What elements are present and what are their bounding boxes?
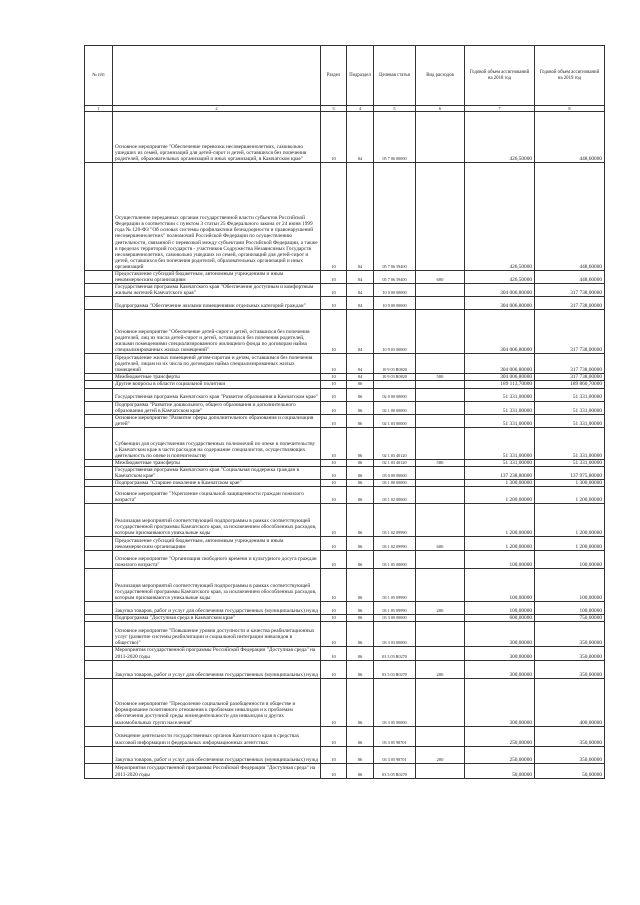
row-number	[85, 551, 113, 569]
row-podrazdel: 04	[347, 284, 374, 297]
row-expense-type	[416, 427, 465, 459]
row-target-article: 10 0 00 00000	[374, 284, 416, 297]
row-number	[85, 354, 113, 374]
header-podrazdel: Подраздел	[347, 46, 374, 106]
row-podrazdel: 04	[347, 374, 374, 381]
row-razdel: 10	[321, 271, 347, 284]
table-row	[85, 746, 605, 763]
row-podrazdel: 04	[347, 297, 374, 310]
row-razdel: 10	[321, 569, 347, 602]
row-razdel: 10	[321, 427, 347, 459]
row-number	[85, 615, 113, 622]
table-body	[85, 112, 605, 779]
row-razdel: 10	[321, 551, 347, 569]
row-amount-2018: 300,00000	[465, 678, 535, 726]
row-amount-2019: 51 331,00000	[535, 427, 605, 459]
row-expense-type: 500	[416, 374, 465, 381]
row-number	[85, 374, 113, 381]
row-name: Другие вопросы в области социальной политики	[113, 381, 321, 388]
row-target-article: 03 3 05 98701	[374, 746, 416, 763]
row-expense-type	[416, 569, 465, 602]
row-amount-2018: 51 331,00000	[465, 459, 535, 466]
row-expense-type	[416, 480, 465, 487]
row-target-article: 03 1 05 09990	[374, 602, 416, 615]
row-amount-2019: 317 738,00000	[535, 297, 605, 310]
row-amount-2019: 350,00000	[535, 647, 605, 660]
row-amount-2018: 1 200,00000	[465, 537, 535, 551]
row-number	[85, 271, 113, 284]
table-row	[85, 381, 605, 388]
row-podrazdel: 06	[347, 388, 374, 401]
header-2018: Годовой объем ассигнований на 2018 год	[465, 46, 535, 106]
row-amount-2018: 51 331,00000	[465, 401, 535, 414]
col-number: 2	[113, 106, 321, 112]
row-amount-2018: 51 331,00000	[465, 388, 535, 401]
table-row	[85, 647, 605, 660]
row-amount-2019: 317 738,00000	[535, 374, 605, 381]
row-amount-2018: 304 006,80000	[465, 354, 535, 374]
row-amount-2018: 426,50000	[465, 163, 535, 271]
row-podrazdel: 06	[347, 401, 374, 414]
row-razdel: 10	[321, 537, 347, 551]
row-razdel: 10	[321, 112, 347, 163]
row-amount-2019: 50,00000	[535, 763, 605, 778]
row-expense-type	[416, 354, 465, 374]
row-target-article: 03 0 00 00000	[374, 467, 416, 480]
row-number	[85, 726, 113, 746]
row-name: Межбюджетные трансферты	[113, 374, 321, 381]
row-expense-type: 200	[416, 746, 465, 763]
row-name: Закупка товаров, работ и услуг для обеспечения государственных (муниципальных) нужд	[113, 660, 321, 678]
row-expense-type	[416, 487, 465, 504]
row-number	[85, 381, 113, 388]
row-target-article: 02 1 03 40120	[374, 427, 416, 459]
row-target-article: 03 3 03 00000	[374, 622, 416, 647]
row-expense-type	[416, 112, 465, 163]
table-row	[85, 401, 605, 414]
row-razdel: 10	[321, 726, 347, 746]
row-podrazdel: 04	[347, 310, 374, 354]
row-razdel: 10	[321, 388, 347, 401]
row-number	[85, 163, 113, 271]
row-target-article: 02 0 00 00000	[374, 388, 416, 401]
row-razdel: 10	[321, 647, 347, 660]
row-number	[85, 569, 113, 602]
table-row	[85, 678, 605, 726]
row-razdel: 10	[321, 622, 347, 647]
row-podrazdel: 06	[347, 647, 374, 660]
row-name: Основное мероприятие "Обеспечение детей-сирот и детей, оставшихся без попечения родителей, лиц из числа детей-сирот и детей, оставшихся без попечения родителей, жилыми помещениями специализированного жилищного фонда по договорам найма специализированных жилых помещений"	[113, 310, 321, 354]
header-expense-type: Вид расходов	[416, 46, 465, 106]
row-target-article: 02 1 00 00000	[374, 401, 416, 414]
row-expense-type	[416, 551, 465, 569]
row-podrazdel: 06	[347, 504, 374, 537]
row-razdel: 10	[321, 763, 347, 778]
header-n: № п/п	[85, 46, 113, 106]
row-razdel: 10	[321, 487, 347, 504]
row-podrazdel: 06	[347, 537, 374, 551]
row-target-article: 10 9 03 R0820	[374, 354, 416, 374]
row-expense-type: 200	[416, 602, 465, 615]
row-name: Мероприятия государственной программы Российской Федерации "Доступная среда" на 2011-2020 годы	[113, 763, 321, 778]
row-number	[85, 678, 113, 726]
row-name: Подпрограмма "Развитие дошкольного, общего образования и дополнительного образования детей в Камчатском крае"	[113, 401, 321, 414]
row-podrazdel: 06	[347, 480, 374, 487]
row-number	[85, 480, 113, 487]
row-amount-2018: 250,00000	[465, 726, 535, 746]
row-amount-2019: 448,60000	[535, 271, 605, 284]
row-name: Подпрограмма "Доступная среда в Камчатском крае"	[113, 615, 321, 622]
row-name: Мероприятия государственной программы Российской Федерации "Доступная среда" на 2011-2020 годы	[113, 647, 321, 660]
row-amount-2018: 1 200,00000	[465, 504, 535, 537]
row-amount-2018: 300,00000	[465, 622, 535, 647]
row-podrazdel: 04	[347, 271, 374, 284]
row-podrazdel: 04	[347, 112, 374, 163]
row-target-article: 03 3 03 R0270	[374, 660, 416, 678]
row-amount-2019: 51 331,00000	[535, 459, 605, 466]
row-amount-2019: 100,00000	[535, 551, 605, 569]
row-amount-2019: 1 200,00000	[535, 504, 605, 537]
row-razdel: 10	[321, 163, 347, 271]
row-podrazdel: 06	[347, 414, 374, 427]
col-number: 8	[535, 106, 605, 112]
row-number	[85, 388, 113, 401]
table-row	[85, 459, 605, 466]
row-number	[85, 647, 113, 660]
row-amount-2018: 426,50000	[465, 271, 535, 284]
table-row	[85, 467, 605, 480]
row-razdel: 10	[321, 615, 347, 622]
row-target-article: 10 9 03 R0820	[374, 374, 416, 381]
row-target-article: 03 3 05 R0270	[374, 763, 416, 778]
row-amount-2018: 304 006,80000	[465, 297, 535, 310]
row-expense-type	[416, 504, 465, 537]
row-razdel: 10	[321, 374, 347, 381]
row-amount-2019: 350,00000	[535, 622, 605, 647]
row-name: Государственная программа Камчатского края "Обеспечение доступным и комфортным жильем жителей Камчатского края"	[113, 284, 321, 297]
row-razdel: 10	[321, 459, 347, 466]
row-amount-2018: 100,00000	[465, 551, 535, 569]
row-podrazdel: 06	[347, 459, 374, 466]
row-number	[85, 401, 113, 414]
row-amount-2018: 300,00000	[465, 647, 535, 660]
row-target-article	[374, 381, 416, 388]
col-number: 5	[374, 106, 416, 112]
table-row	[85, 374, 605, 381]
row-name: Межбюджетные трансферты	[113, 459, 321, 466]
row-razdel: 10	[321, 381, 347, 388]
row-podrazdel: 04	[347, 163, 374, 271]
row-amount-2018: 250,00000	[465, 746, 535, 763]
row-expense-type	[416, 388, 465, 401]
row-number	[85, 622, 113, 647]
row-target-article: 03 1 05 09990	[374, 569, 416, 602]
row-target-article: 05 7 06 59400	[374, 163, 416, 271]
row-razdel: 10	[321, 602, 347, 615]
table-row	[85, 414, 605, 427]
row-amount-2019: 448,60000	[535, 163, 605, 271]
row-amount-2019: 137 975,80000	[535, 467, 605, 480]
row-amount-2019: 189 860,70000	[535, 381, 605, 388]
row-number	[85, 660, 113, 678]
row-amount-2018: 100,00000	[465, 602, 535, 615]
row-razdel: 10	[321, 354, 347, 374]
row-target-article: 03 1 02 09990	[374, 504, 416, 537]
row-amount-2019: 317 738,00000	[535, 284, 605, 297]
row-expense-type	[416, 622, 465, 647]
row-number	[85, 487, 113, 504]
row-podrazdel: 06	[347, 660, 374, 678]
table-row	[85, 354, 605, 374]
row-amount-2018: 51 331,00000	[465, 427, 535, 459]
row-target-article: 10 9 00 00000	[374, 297, 416, 310]
row-target-article: 10 9 03 00000	[374, 310, 416, 354]
table-row	[85, 622, 605, 647]
row-amount-2018: 100,00000	[465, 569, 535, 602]
row-name: Государственная программа Камчатского края "Социальная поддержка граждан в Камчатском крае"	[113, 467, 321, 480]
row-podrazdel: 06	[347, 726, 374, 746]
row-amount-2018: 304 006,80000	[465, 374, 535, 381]
row-amount-2019: 51 331,00000	[535, 401, 605, 414]
table-row	[85, 310, 605, 354]
row-amount-2019: 350,00000	[535, 660, 605, 678]
row-number	[85, 467, 113, 480]
table-row	[85, 569, 605, 602]
row-amount-2019: 350,00000	[535, 726, 605, 746]
row-number	[85, 746, 113, 763]
row-amount-2019: 1 300,00000	[535, 480, 605, 487]
row-expense-type	[416, 163, 465, 271]
row-name: Предоставление субсидий бюджетным, автономным учреждениям и иным некоммерческим организациям	[113, 271, 321, 284]
row-podrazdel: 06	[347, 427, 374, 459]
row-name: Подпрограмма "Старшее поколение в Камчатском крае"	[113, 480, 321, 487]
table-row	[85, 112, 605, 163]
header-2019: Годовой объем ассигнований на 2019 год	[535, 46, 605, 106]
row-target-article: 02 1 03 40120	[374, 459, 416, 466]
table-row	[85, 297, 605, 310]
row-expense-type: 600	[416, 271, 465, 284]
row-target-article: 03 1 02 00000	[374, 487, 416, 504]
row-target-article: 02 1 03 00000	[374, 414, 416, 427]
row-amount-2019: 350,00000	[535, 746, 605, 763]
header-name	[113, 46, 321, 106]
row-amount-2018: 426,50000	[465, 112, 535, 163]
row-number	[85, 310, 113, 354]
row-name: Реализация мероприятий соответствующей подпрограммы в рамках соответствующей государственной программы Камчатского края, за исключением обособленных расходов, которым присваиваются уникальные коды	[113, 569, 321, 602]
budget-table-page	[84, 45, 604, 779]
row-target-article: 03 3 03 R0270	[374, 647, 416, 660]
table-row	[85, 388, 605, 401]
row-amount-2018: 304 006,80000	[465, 310, 535, 354]
row-name: Подпрограмма "Обеспечение жилыми помещениями отдельных категорий граждан"	[113, 297, 321, 310]
row-expense-type	[416, 678, 465, 726]
row-razdel: 10	[321, 284, 347, 297]
row-expense-type	[416, 284, 465, 297]
header-razdel: Раздел	[321, 46, 347, 106]
row-amount-2018: 1 200,00000	[465, 487, 535, 504]
row-expense-type	[416, 401, 465, 414]
row-expense-type	[416, 615, 465, 622]
row-podrazdel: 06	[347, 678, 374, 726]
table-row	[85, 284, 605, 297]
table-row	[85, 660, 605, 678]
row-number	[85, 427, 113, 459]
row-amount-2019: 317 738,00000	[535, 310, 605, 354]
row-podrazdel: 04	[347, 354, 374, 374]
row-amount-2018: 189 113,70000	[465, 381, 535, 388]
row-number	[85, 459, 113, 466]
row-name: Основное мероприятие "Обеспечение перевозки несовершеннолетних, самовольно ушедших из семей, организаций для детей-сирот и детей, оставшихся без попечения родителей, образовательных организаций и иных организаций, в Камчатском крае"	[113, 112, 321, 163]
table-row	[85, 271, 605, 284]
row-razdel: 10	[321, 678, 347, 726]
row-expense-type	[416, 763, 465, 778]
row-name: Закупка товаров, работ и услуг для обеспечения государственных (муниципальных) нужд	[113, 746, 321, 763]
row-podrazdel: 06	[347, 487, 374, 504]
row-name: Закупка товаров, работ и услуг для обеспечения государственных (муниципальных) нужд	[113, 602, 321, 615]
row-amount-2019: 100,00000	[535, 569, 605, 602]
row-razdel: 10	[321, 746, 347, 763]
row-podrazdel: 06	[347, 763, 374, 778]
header-row	[85, 46, 605, 106]
row-target-article: 05 7 06 00000	[374, 112, 416, 163]
col-number: 6	[416, 106, 465, 112]
row-amount-2019: 51 331,00000	[535, 388, 605, 401]
row-razdel: 10	[321, 480, 347, 487]
row-amount-2019: 400,00000	[535, 678, 605, 726]
row-expense-type	[416, 381, 465, 388]
table-row	[85, 537, 605, 551]
row-amount-2018: 600,00000	[465, 615, 535, 622]
row-podrazdel: 06	[347, 622, 374, 647]
header-target-article: Целевая статья	[374, 46, 416, 106]
row-razdel: 10	[321, 310, 347, 354]
row-name: Основное мероприятие "Укрепление социальной защищенности граждан пожилого возраста"	[113, 487, 321, 504]
row-target-article: 03 1 02 09990	[374, 537, 416, 551]
row-target-article: 03 3 05 98701	[374, 726, 416, 746]
row-amount-2019: 100,00000	[535, 602, 605, 615]
table-row	[85, 602, 605, 615]
table-row	[85, 487, 605, 504]
row-name: Освещение деятельности государственных органов Камчатского края в средствах массовой информации и федеральных информационных агентствах	[113, 726, 321, 746]
row-amount-2019: 51 331,00000	[535, 414, 605, 427]
table-row	[85, 615, 605, 622]
row-amount-2019: 448,60000	[535, 112, 605, 163]
row-expense-type: 200	[416, 660, 465, 678]
col-number: 1	[85, 106, 113, 112]
row-podrazdel: 06	[347, 381, 374, 388]
budget-table	[84, 45, 605, 779]
row-expense-type: 600	[416, 537, 465, 551]
row-number	[85, 414, 113, 427]
row-razdel: 10	[321, 297, 347, 310]
row-amount-2018: 137 238,80000	[465, 467, 535, 480]
row-razdel: 10	[321, 401, 347, 414]
row-name: Субвенции для осуществления государственных полномочий по опеке и попечительству в Камчатском крае в части расходов на содержание специалистов, осуществляющих деятельность по опеке и попечительству	[113, 427, 321, 459]
row-name: Осуществление переданных органам государственной власти субъектов Российской Федерации в соответствии с пунктом 3 статьи 25 Федерального закона от 24 июня 1999 года № 120-ФЗ "Об основах системы профилактики безнадзорности и правонарушений несовершеннолетних" полномочий Российской Федерации по осуществлению деятельности, связанной с перевозкой между субъектами Российской Федерации, а также в пределах территорий государств - участников Содружества Независимых Государств несовершеннолетних, самовольно ушедших из семей, организаций для детей-сирот и детей, оставшихся без попечения родителей, образовательных организаций и иных организаций	[113, 163, 321, 271]
row-number	[85, 297, 113, 310]
row-amount-2018: 300,00000	[465, 660, 535, 678]
row-amount-2018: 51 331,00000	[465, 414, 535, 427]
col-number: 7	[465, 106, 535, 112]
row-podrazdel: 06	[347, 615, 374, 622]
row-podrazdel: 06	[347, 602, 374, 615]
row-number	[85, 112, 113, 163]
row-podrazdel: 06	[347, 551, 374, 569]
row-number	[85, 504, 113, 537]
row-number	[85, 602, 113, 615]
row-number	[85, 763, 113, 778]
row-podrazdel: 06	[347, 569, 374, 602]
row-amount-2018: 304 006,80000	[465, 284, 535, 297]
row-name: Основное мероприятие "Преодоление социальной разобщенности в обществе и формирование позитивного отношения к проблемам инвалидов и к проблемам обеспечения доступной среды жизнедеятельности для инвалидов и других маломобильных групп населения"	[113, 678, 321, 726]
row-expense-type	[416, 297, 465, 310]
row-name: Основное мероприятие "Развитие сферы дополнительного образования и социализация детей"	[113, 414, 321, 427]
row-target-article: 03 3 05 00000	[374, 678, 416, 726]
table-row	[85, 480, 605, 487]
row-target-article: 03 1 00 00000	[374, 480, 416, 487]
table-row	[85, 427, 605, 459]
row-target-article: 03 3 00 00000	[374, 615, 416, 622]
table-row	[85, 726, 605, 746]
col-number: 3	[321, 106, 347, 112]
row-expense-type	[416, 647, 465, 660]
row-podrazdel: 06	[347, 746, 374, 763]
row-razdel: 10	[321, 504, 347, 537]
row-razdel: 10	[321, 660, 347, 678]
row-amount-2019: 1 200,00000	[535, 487, 605, 504]
row-amount-2018: 1 300,00000	[465, 480, 535, 487]
row-name: Основное мероприятие "Организация свободного времени и культурного досуга граждан пожилого возраста"	[113, 551, 321, 569]
row-razdel: 10	[321, 467, 347, 480]
row-podrazdel: 06	[347, 467, 374, 480]
row-expense-type	[416, 467, 465, 480]
col-number: 4	[347, 106, 374, 112]
row-amount-2018: 50,00000	[465, 763, 535, 778]
row-expense-type	[416, 726, 465, 746]
row-expense-type	[416, 414, 465, 427]
row-name: Предоставление жилых помещений детям-сиротам и детям, оставшимся без попечения родителей, лицам из их числа по договорам найма специализированных жилых помещений	[113, 354, 321, 374]
row-name: Реализация мероприятий соответствующей подпрограммы в рамках соответствующей государственной программы Камчатского края, за исключением обособленных расходов, которым присваиваются уникальные коды	[113, 504, 321, 537]
table-row	[85, 763, 605, 778]
row-name: Основное мероприятие "Повышение уровня доступности и качества реабилитационных услуг (развитие системы реабилитации и социальной интеграции инвалидов в общество)"	[113, 622, 321, 647]
row-amount-2019: 317 738,00000	[535, 354, 605, 374]
row-razdel: 10	[321, 414, 347, 427]
table-row	[85, 163, 605, 271]
row-amount-2019: 750,00000	[535, 615, 605, 622]
row-name: Государственная программа Камчатского края "Развитие образования в Камчатском крае"	[113, 388, 321, 401]
row-expense-type	[416, 310, 465, 354]
row-amount-2019: 1 200,00000	[535, 537, 605, 551]
row-number	[85, 537, 113, 551]
row-target-article: 05 7 06 59400	[374, 271, 416, 284]
row-number	[85, 284, 113, 297]
table-row	[85, 551, 605, 569]
table-row	[85, 504, 605, 537]
row-target-article: 03 1 05 00000	[374, 551, 416, 569]
row-expense-type: 500	[416, 459, 465, 466]
row-name: Предоставление субсидий бюджетным, автономным учреждениям и иным некоммерческим организациям	[113, 537, 321, 551]
